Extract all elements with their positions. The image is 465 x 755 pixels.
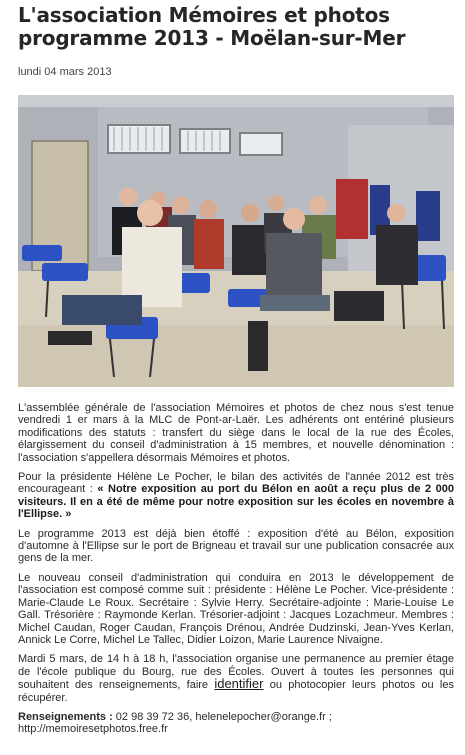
meeting-photo-illustration [18,95,454,387]
president-intro: Pour la présidente Hélène Le Pocher, le bilan des activités de l'année 2012 est très encourageant : [18,471,454,496]
title-line-1: L'association Mémoires et photos [18,3,390,27]
contact-email[interactable]: helenelepocher@orange.fr ; [195,710,332,723]
president-quote: « Notre exposition au port du Bélon en août a reçu plus de 2 000 visiteurs. Il en a été de même pour notre exposition sur les écoles en novembre à l'Ellipse. » [18,483,454,521]
contact-phone: 02 98 39 72 36, [112,710,196,723]
article-date: lundi 04 mars 2013 [18,66,112,78]
contact-label: Renseignements : [18,710,113,723]
article-body [18,402,454,743]
paragraph-president [18,471,454,521]
article-photo [18,95,454,387]
title-line-2: programme 2013 - Moëlan-sur-Mer [18,26,406,50]
identifier-link[interactable]: identifier [214,676,264,692]
paragraph-programme: Le programme 2013 est déjà bien étoffé : exposition d'été au Bélon, exposition d'automne à l'Ellipse sur le port de Brigneau et travail sur une publication consacrée aux gens de la mer. [18,527,454,565]
permanence-text-start: Mardi 5 mars, de 14 h à 18 h, l'association organise une permanence au premier étage de l'école publique du Bourg, rue des Écoles. Ouvert à toutes les personnes qui souhaitent des renseignements, faire [18,653,454,692]
paragraph-council: Le nouveau conseil d'administration qui conduira en 2013 le développement de l'association est composé comme suit : présidente : Hélène Le Pocher. Vice-présidente : Marie-Claude Le Roux. Secrétaire : Sylvie Herry. Secrétaire-adjointe : Marie-Louise Le Gall. Trésorière : Raymonde Kerlan. Trésorier-adjoint : Jacques Lozachmeur. Membres : Michel Caudan, Roger Caudan, François Drénou, Andrée Dudzinski, Jean-Yves Kerlan, Annick Le Corre, Michel Le Tallec, Didier Loizon, Marie Laurence Nivaigne. [18,571,454,646]
permanence-text-end: ou photocopier leurs photos ou les récupérer. [18,679,454,704]
paragraph-permanence [18,653,454,704]
article-title [18,4,458,50]
contact-website[interactable]: http://memoiresetphotos.free.fr [18,723,168,736]
paragraph-contact [18,711,454,736]
paragraph-assembly: L'assemblée générale de l'association Mémoires et photos de chez nous s'est tenue vendredi 1 er mars à la MLC de Pont-ar-Laër. Les adhérents ont entériné plusieurs modifications des statuts : transfert du siège dans le local de la rue des Écoles, élargissement du conseil d'administration à 15 membres, et nouvelle dénomination : l'association s'appellera désormais Mémoires et photos. [18,402,454,464]
